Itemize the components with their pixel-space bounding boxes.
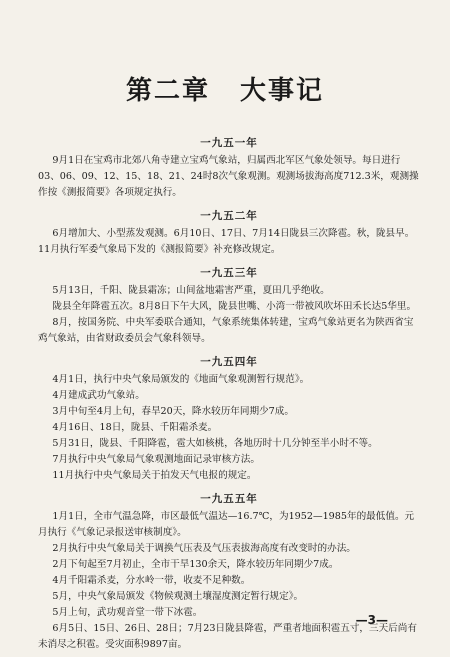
chapter-title: [0, 70, 450, 107]
chronicle-entry: 4月16日、18日，陇县、千阳霜杀麦。: [52, 422, 218, 433]
year-heading: 一九五五年: [200, 493, 258, 505]
chronicle-content: [38, 128, 420, 653]
chronicle-entry: 4月1日，执行中央气象局颁发的《地面气象观测暂行规范》。: [52, 374, 310, 385]
chronicle-entry: 11月执行中央气象局关于拍发天气电报的规定。: [52, 470, 257, 481]
chronicle-entry: 5月13日，千阳、陇县霜冻；山间盆地霜害严重，夏田几乎绝收。: [52, 285, 330, 296]
chronicle-entry: 4月千阳霜杀麦，分水岭一带，收麦不足种数。: [52, 575, 251, 586]
year-heading: 一九五三年: [200, 267, 258, 279]
chronicle-entry: 7月执行中央气象局气象观测地面记录审核方法。: [52, 454, 260, 465]
year-heading: 一九五四年: [200, 356, 258, 368]
chronicle-entry: 4月建成武功气象站。: [52, 390, 145, 401]
chronicle-entry: 3月中旬至4月上旬，春旱20天，降水较历年同期少7成。: [52, 406, 294, 417]
chronicle-entry: 2月下旬起至7月初止，全市干旱130余天，降水较历年同期少7成。: [52, 559, 339, 570]
chronicle-entry: 陇县全年降雹五次。8月8日下午大风，陇县世嘴、小湾一带被风吹坏田禾长达5华里。: [52, 301, 417, 312]
chronicle-entry: 6月5日、15日、26日、28日；7月23日陇县降雹，严重者地面积雹五寸，三天后尚有未消尽之积雹。受灾面积9897亩。: [38, 623, 417, 650]
chronicle-entry: 9月1日在宝鸡市北郊八角寺建立宝鸡气象站，归属西北军区气象处领导。每日进行03、06、09、12、15、18、21、24时8次气象观测。观测场拔海高度712.3米，观测操作按《测报简要》各项规定执行。: [38, 155, 419, 198]
chronicle-entry: 1月1日，全市气温急降，市区最低气温达—16.7℃，为1952—1985年的最低值。元月执行《气象记录报送审核制度》。: [38, 511, 415, 538]
chronicle-entry: 6月增加大、小型蒸发观测。6月10日、17日、7月14日陇县三次降雹。秋，陇县早。11月执行军委气象局下发的《测报简要》补充修改规定。: [38, 228, 415, 255]
year-heading: 一九五二年: [200, 210, 258, 222]
chapter-number: 第二章: [125, 76, 210, 106]
chronicle-entry: 5月上旬，武功观音堂一带下冰雹。: [52, 607, 203, 618]
chronicle-entry: 5月31日，陇县、千阳降雹，雹大如核桃，各地历时十几分钟至半小时不等。: [52, 438, 378, 449]
chronicle-entry: 2月执行中央气象局关于调换气压表及气压表拔海高度有改变时的办法。: [52, 543, 356, 554]
year-heading: 一九五一年: [200, 137, 258, 149]
chronicle-entry: 8月，按国务院、中央军委联合通知，气象系统集体转建，宝鸡气象站更名为陕西省宝鸡气象站，由省财政委员会气象科领导。: [38, 317, 414, 344]
chronicle-entry: 5月，中央气象局颁发《物候观测土壤湿度测定暂行规定》。: [52, 591, 304, 602]
chapter-heading: 大事记: [240, 76, 325, 106]
page-number: —3—: [355, 613, 388, 627]
